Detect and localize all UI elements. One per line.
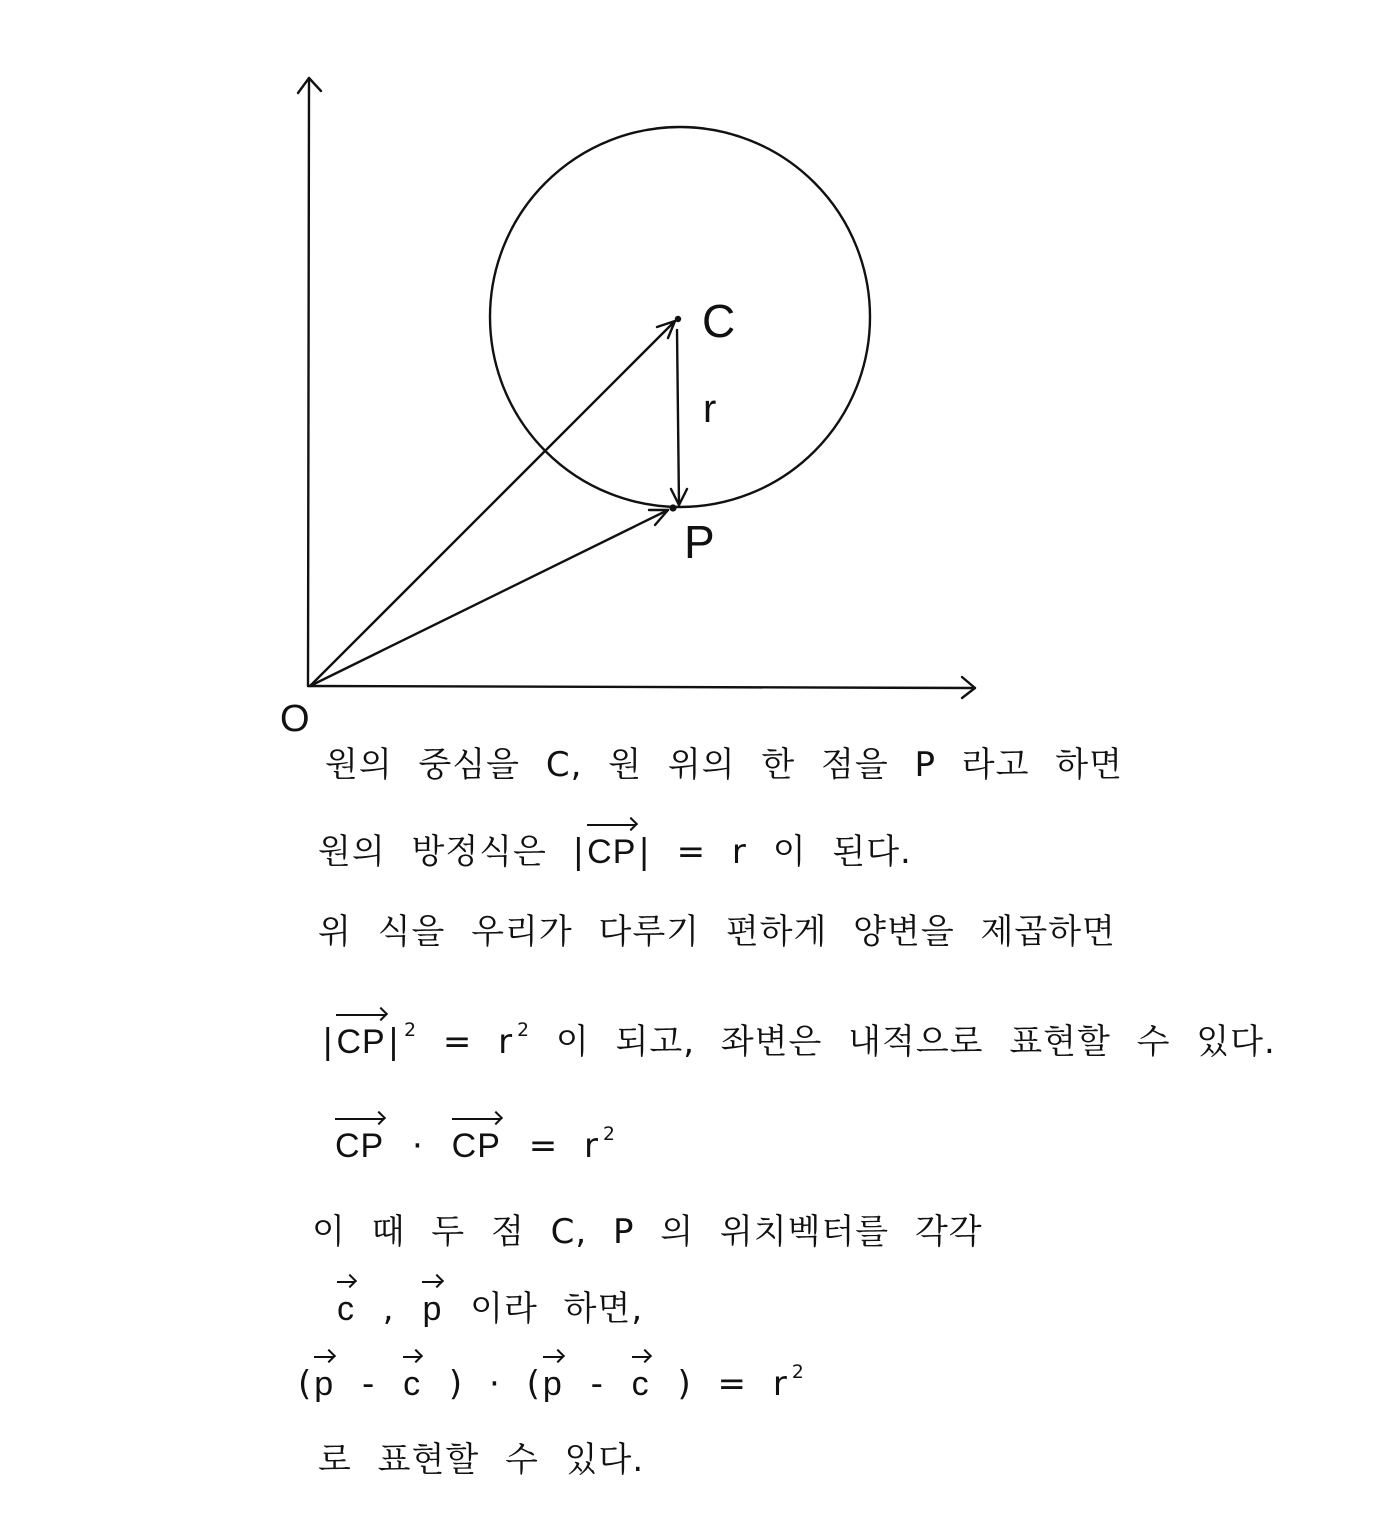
note-line-2: [318, 826, 912, 874]
note-text: 이 때 두 점 C, P 의 위치벡터를 각각: [312, 1212, 983, 1252]
note-line-9: [318, 1438, 644, 1482]
note-text: 원의 방정식은 |: [318, 832, 586, 872]
note-text: 이 되고, 좌변은 내적으로 표현할 수 있다.: [530, 1022, 1276, 1062]
note-line-7: [335, 1283, 643, 1331]
note-text: 이라 하면,: [444, 1289, 644, 1329]
superscript: 2: [404, 1020, 418, 1042]
note-text: -: [564, 1364, 630, 1404]
note-line-8: [298, 1358, 805, 1406]
note-text: 로 표현할 수 있다.: [318, 1440, 645, 1480]
label-origin: O: [280, 698, 310, 740]
vector-notation: CP: [587, 826, 636, 874]
note-line-1: [325, 743, 1123, 787]
note-text: ·: [386, 1126, 450, 1166]
label-center: C: [702, 295, 736, 347]
note-text: 원의 중심을 C, 원 위의 한 점을 P 라고 하면: [325, 745, 1123, 785]
note-line-3: [318, 910, 1116, 954]
vector-notation: c: [337, 1283, 355, 1331]
label-point: P: [684, 516, 715, 568]
vector-notation: CP: [452, 1120, 501, 1168]
note-line-6: [312, 1210, 983, 1254]
note-text: ) = r: [651, 1364, 788, 1404]
vector-notation: CP: [335, 1120, 384, 1168]
vector-notation: c: [403, 1358, 421, 1406]
note-line-5: [333, 1120, 616, 1168]
note-text: = r: [417, 1022, 514, 1062]
note-text: | = r 이 된다.: [638, 832, 912, 872]
vector-notation: c: [632, 1358, 650, 1406]
note-text: 위 식을 우리가 다루기 편하게 양변을 제곱하면: [318, 912, 1116, 952]
superscript: 2: [603, 1124, 616, 1146]
vector-notation: CP: [336, 1016, 385, 1064]
note-text: |: [322, 1022, 335, 1062]
note-text: ,: [357, 1289, 421, 1329]
note-text: |: [387, 1022, 401, 1062]
vector-notation: p: [543, 1358, 563, 1406]
vector-notation: p: [422, 1283, 442, 1331]
note-text: ) · (: [423, 1364, 541, 1404]
note-line-4: [322, 1016, 1276, 1064]
label-radius: r: [703, 387, 717, 431]
note-text: = r: [502, 1126, 599, 1166]
note-text: (: [298, 1364, 313, 1404]
vector-notation: p: [314, 1358, 334, 1406]
superscript: 2: [517, 1020, 531, 1042]
note-text: -: [336, 1364, 402, 1404]
superscript: 2: [791, 1362, 805, 1384]
